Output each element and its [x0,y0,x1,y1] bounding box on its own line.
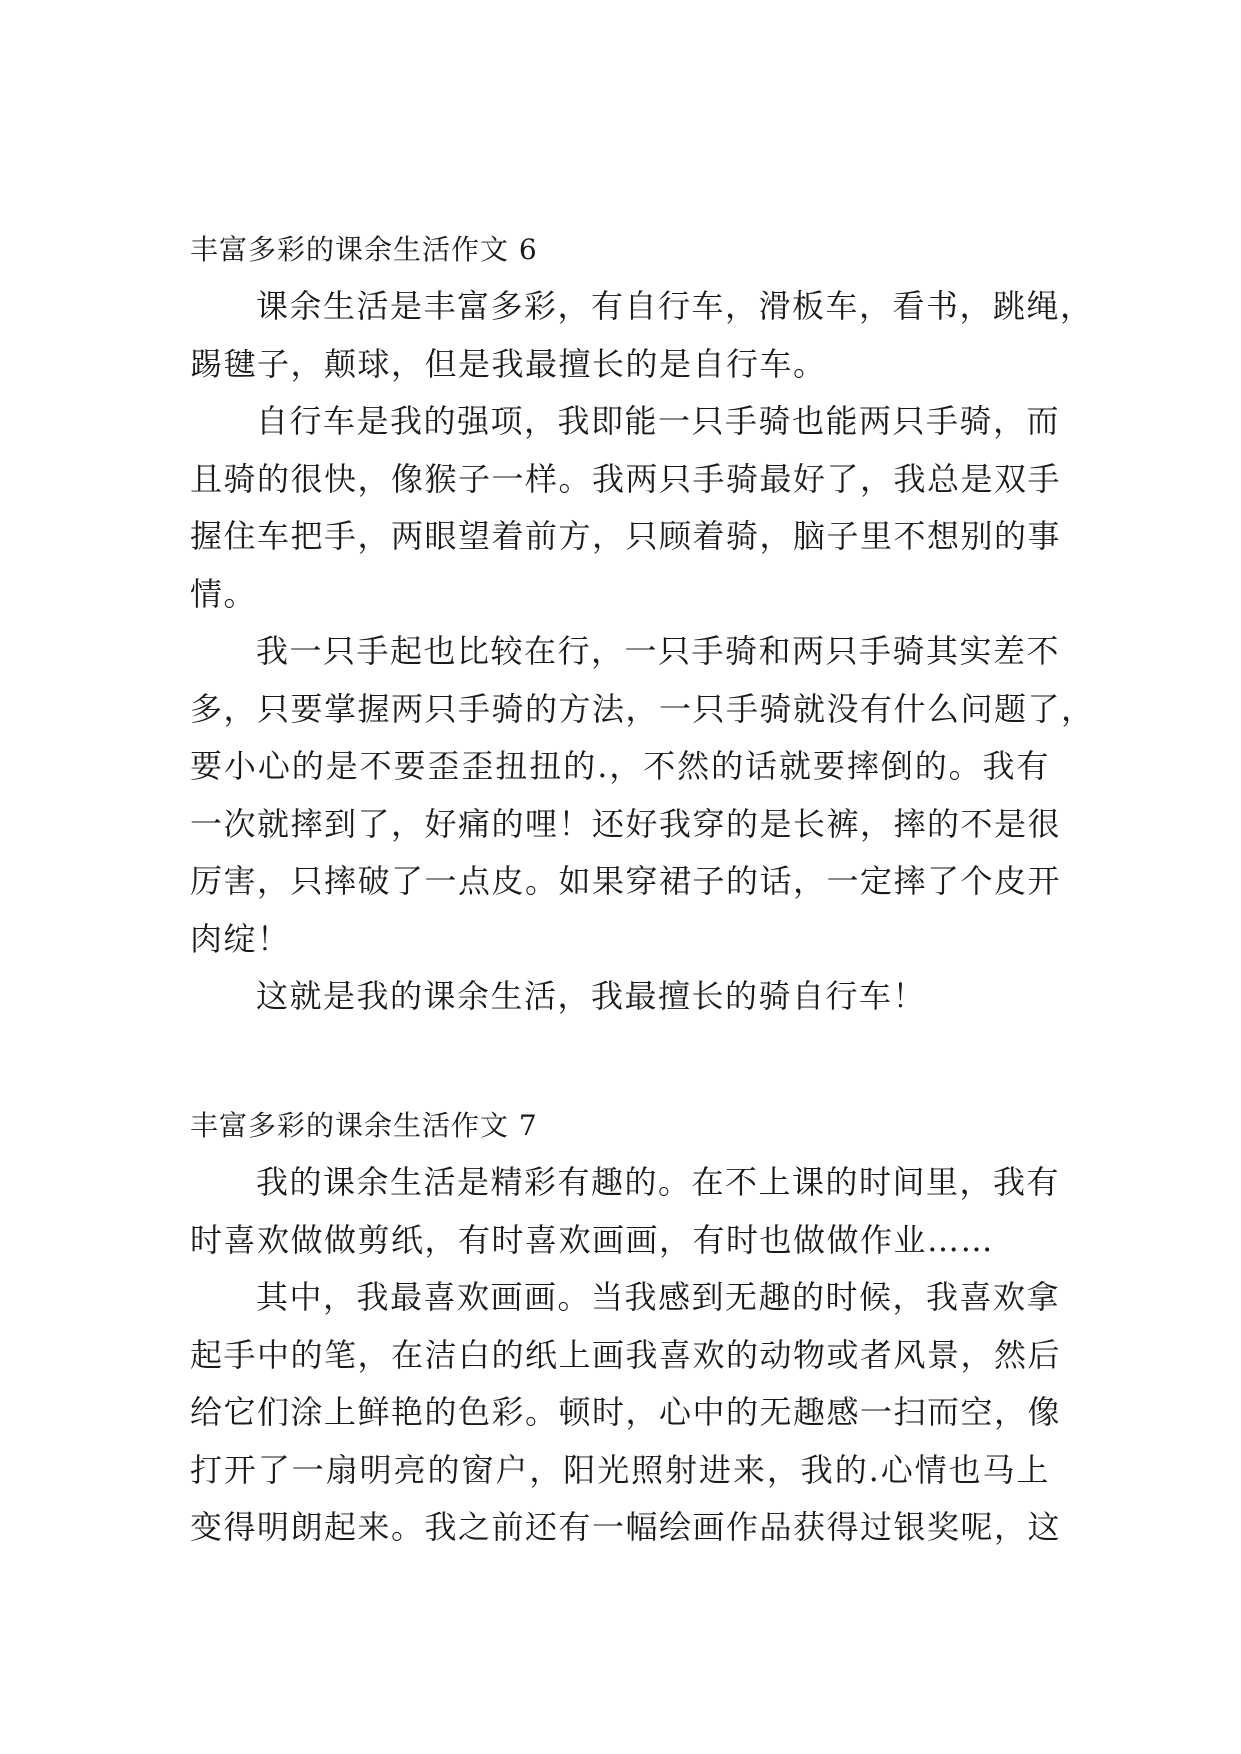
essay-6 [190,222,1095,1026]
text-line: 打开了一扇明亮的窗户，阳光照射进来，我的.心情也马上 [190,1450,1050,1489]
text-line: 其中，我最喜欢画画。当我感到无趣的时候，我喜欢拿 [256,1278,1061,1316]
text-line: 这就是我的课余生活，我最擅长的骑自行车！ [256,977,927,1015]
text-line: 变得明朗起来。我之前还有一幅绘画作品获得过银奖呢，这 [190,1508,1062,1546]
text-line: 且骑的很快，像猴子一样。我两只手骑最好了，我总是双手 [190,459,1062,498]
text-line: 多，只要掌握两只手骑的方法，一只手骑就没有什么问题了， [190,689,1095,728]
essay-7-paragraph-2 [190,1269,1062,1557]
text-line: 肉绽！ [190,919,291,958]
text-line: 厉害，只摔破了一点皮。如果穿裙子的话，一定摔了个皮开 [190,862,1062,900]
text-line: 自行车是我的强项，我即能一只手骑也能两只手骑，而 [256,402,1061,440]
essay-7-title: 丰富多彩的课余生活作文 7 [190,1109,538,1142]
text-line: 要小心的是不要歪歪扭扭的.，不然的话就要摔倒的。我有 [190,747,1050,785]
essay-7-paragraph-1 [190,1154,1061,1269]
text-line: 一次就摔到了，好痛的哩！还好我穿的是长裤，摔的不是很 [190,804,1062,843]
text-line: 给它们涂上鲜艳的色彩。顿时，心中的无趣感一扫而空，像 [190,1393,1062,1431]
essay-6-paragraph-2 [190,393,1062,623]
essay-6-paragraph-3 [190,623,1095,968]
text-line: 起手中的笔，在洁白的纸上画我喜欢的动物或者风景，然后 [190,1335,1062,1374]
text-line: 情。 [190,574,258,613]
essay-7 [190,1098,1062,1557]
text-line: 时喜欢做做剪纸，有时喜欢画画，有时也做做作业…… [190,1220,995,1259]
text-line: 踢毽子，颠球，但是我最擅长的是自行车。 [190,344,827,383]
text-line: 我一只手起也比较在行，一只手骑和两只手骑其实差不 [256,632,1061,670]
text-line: 课余生活是丰富多彩，有自行车，滑板车，看书，跳绳， [256,287,1094,325]
essay-6-paragraph-1 [190,278,1094,393]
essay-6-paragraph-4 [190,968,1050,1026]
text-line: 我的课余生活是精彩有趣的。在不上课的时间里，我有 [256,1163,1061,1201]
text-line: 握住车把手，两眼望着前方，只顾着骑，脑子里不想别的事 [190,517,1062,555]
essay-6-title: 丰富多彩的课余生活作文 6 [190,233,538,266]
